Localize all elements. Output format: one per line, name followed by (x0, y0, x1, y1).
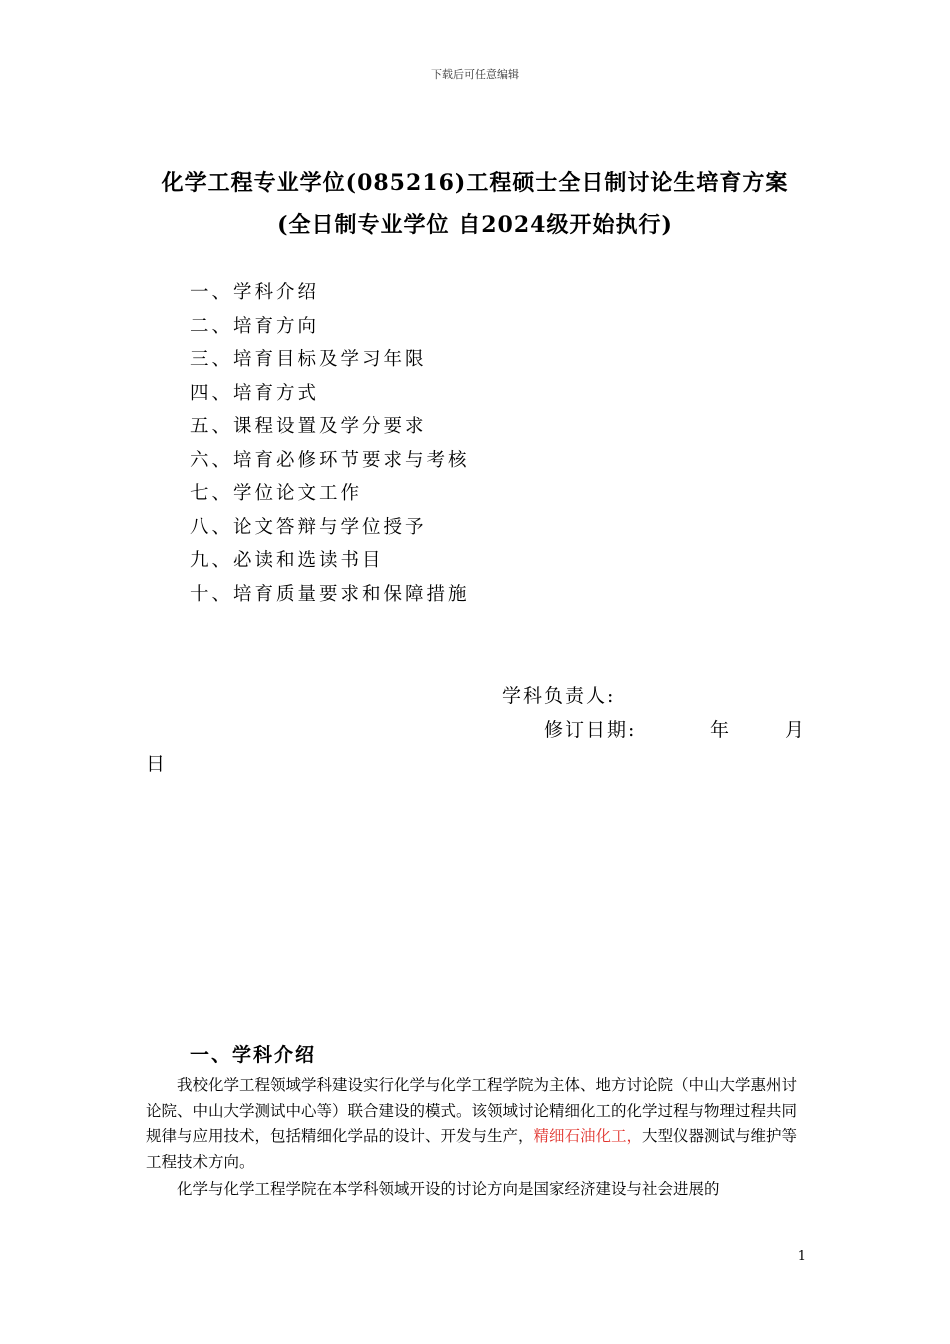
toc-item: 六、培育必修环节要求与考核 (190, 449, 470, 471)
toc-item: 八、论文答辩与学位授予 (190, 516, 427, 538)
day-label: 日 (146, 753, 168, 775)
paragraph-text: 我校化学工程领域学科建设实行化学与化学工程学院为主体、地方讨论院（中山大学惠州讨论院、中山大学测试中心等）联合建设的模式。该领域讨论精细化工的化学过程与物理过程共同规律与应用技术，包括精细化学品的设计、开发与生产， (146, 1076, 798, 1145)
responsible-person-label: 学科负责人: (502, 685, 616, 707)
year-label: 年 (710, 719, 732, 741)
paragraph-text-end: 大型仪器测试与维护等工程技术方向。 (146, 1127, 798, 1171)
toc-item: 二、培育方向 (190, 315, 320, 337)
toc-item: 十、培育质量要求和保障措施 (190, 583, 470, 605)
body-paragraph (146, 1073, 810, 1175)
toc-item: 五、课程设置及学分要求 (190, 416, 427, 437)
body-paragraph: 化学与化学工程学院在本学科领域开设的讨论方向是国家经济建设与社会进展的 (177, 1180, 720, 1198)
toc-item: 四、培育方式 (190, 382, 320, 404)
header-note: 下载后可任意编辑 (431, 68, 519, 81)
table-of-contents (190, 280, 470, 615)
revision-date-label: 修订日期: (544, 719, 637, 741)
highlighted-text: 精细石油化工， (533, 1127, 643, 1145)
toc-item: 一、学科介绍 (190, 282, 320, 303)
month-label: 月 (785, 719, 807, 741)
toc-item: 七、学位论文工作 (190, 483, 363, 504)
page-number: 1 (797, 1249, 806, 1264)
toc-item: 三、培育目标及学习年限 (190, 349, 427, 370)
section-heading: 一、学科介绍 (190, 1044, 317, 1066)
toc-item: 九、必读和选读书目 (190, 550, 384, 571)
document-title: 化学工程专业学位(085216)工程硕士全日制讨论生培育方案 (161, 170, 789, 196)
document-subtitle: (全日制专业学位 自2024级开始执行) (277, 212, 673, 238)
